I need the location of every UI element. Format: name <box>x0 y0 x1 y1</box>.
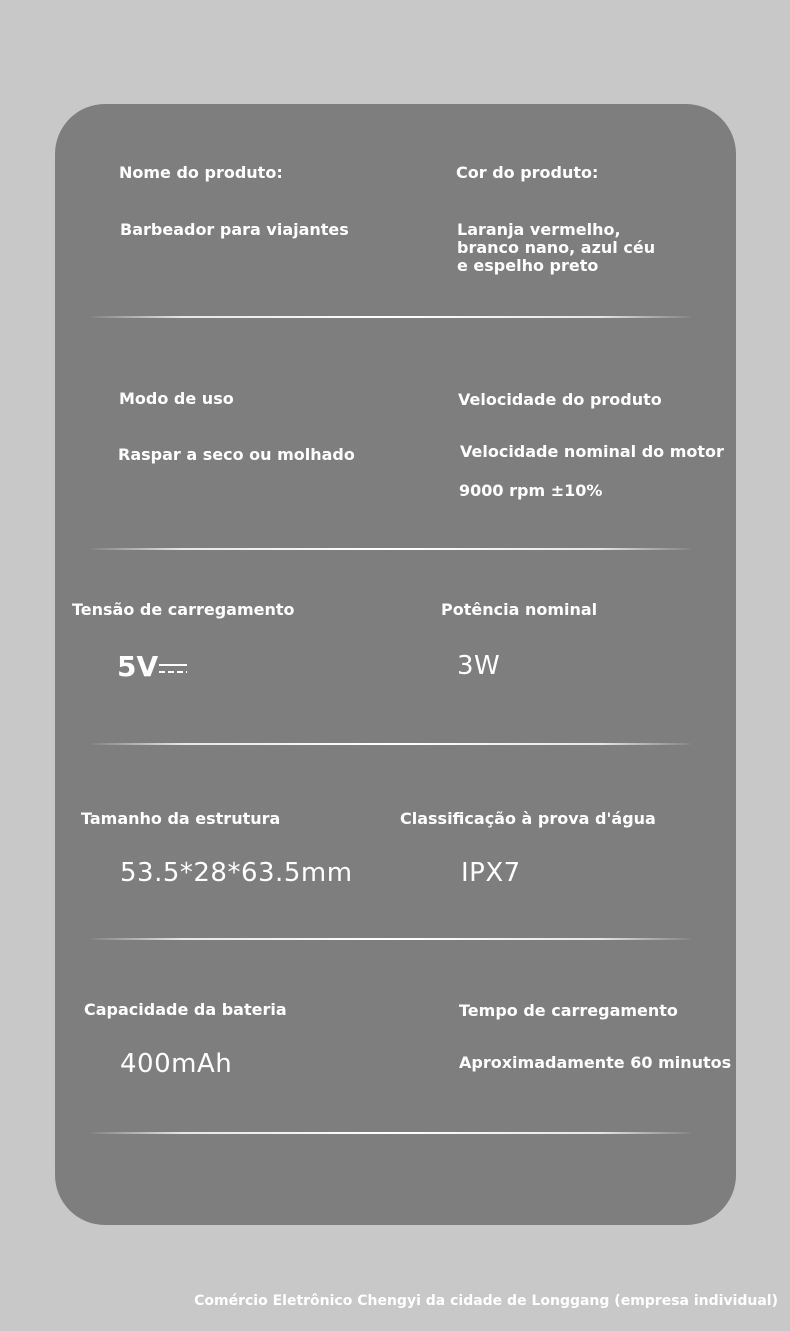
product-name-value: Barbeador para viajantes <box>120 220 349 239</box>
motor-speed-sublabel: Velocidade nominal do motor <box>460 442 724 461</box>
structure-size-value: 53.5*28*63.5mm <box>120 858 353 888</box>
divider <box>92 1132 690 1134</box>
waterproof-rating-label: Classificação à prova d'água <box>400 809 656 828</box>
product-name-label: Nome do produto: <box>119 163 283 182</box>
rated-power-label: Potência nominal <box>441 600 598 619</box>
product-color-value: Laranja vermelho, branco nano, azul céu e espelho preto <box>457 220 656 275</box>
battery-capacity-label: Capacidade da bateria <box>84 1000 287 1019</box>
charging-voltage-value <box>117 650 187 683</box>
divider <box>92 938 690 940</box>
usage-mode-value: Raspar a seco ou molhado <box>118 445 355 464</box>
rated-power-value: 3W <box>457 651 501 681</box>
dc-symbol-icon <box>159 662 187 674</box>
product-color-label: Cor do produto: <box>456 163 599 182</box>
structure-size-label: Tamanho da estrutura <box>81 809 281 828</box>
divider <box>92 316 690 318</box>
divider <box>92 743 690 745</box>
voltage-text: 5V <box>117 650 159 683</box>
waterproof-rating-value: IPX7 <box>461 858 521 888</box>
product-speed-label: Velocidade do produto <box>458 390 662 409</box>
company-footer: Comércio Eletrônico Chengyi da cidade de Longgang (empresa individual) <box>194 1293 778 1309</box>
motor-speed-value: 9000 rpm ±10% <box>459 481 603 500</box>
charging-voltage-label: Tensão de carregamento <box>72 600 295 619</box>
battery-capacity-value: 400mAh <box>120 1049 233 1079</box>
charging-time-value: Aproximadamente 60 minutos <box>459 1053 732 1072</box>
charging-time-label: Tempo de carregamento <box>459 1001 678 1020</box>
divider <box>92 548 690 550</box>
usage-mode-label: Modo de uso <box>119 389 234 408</box>
